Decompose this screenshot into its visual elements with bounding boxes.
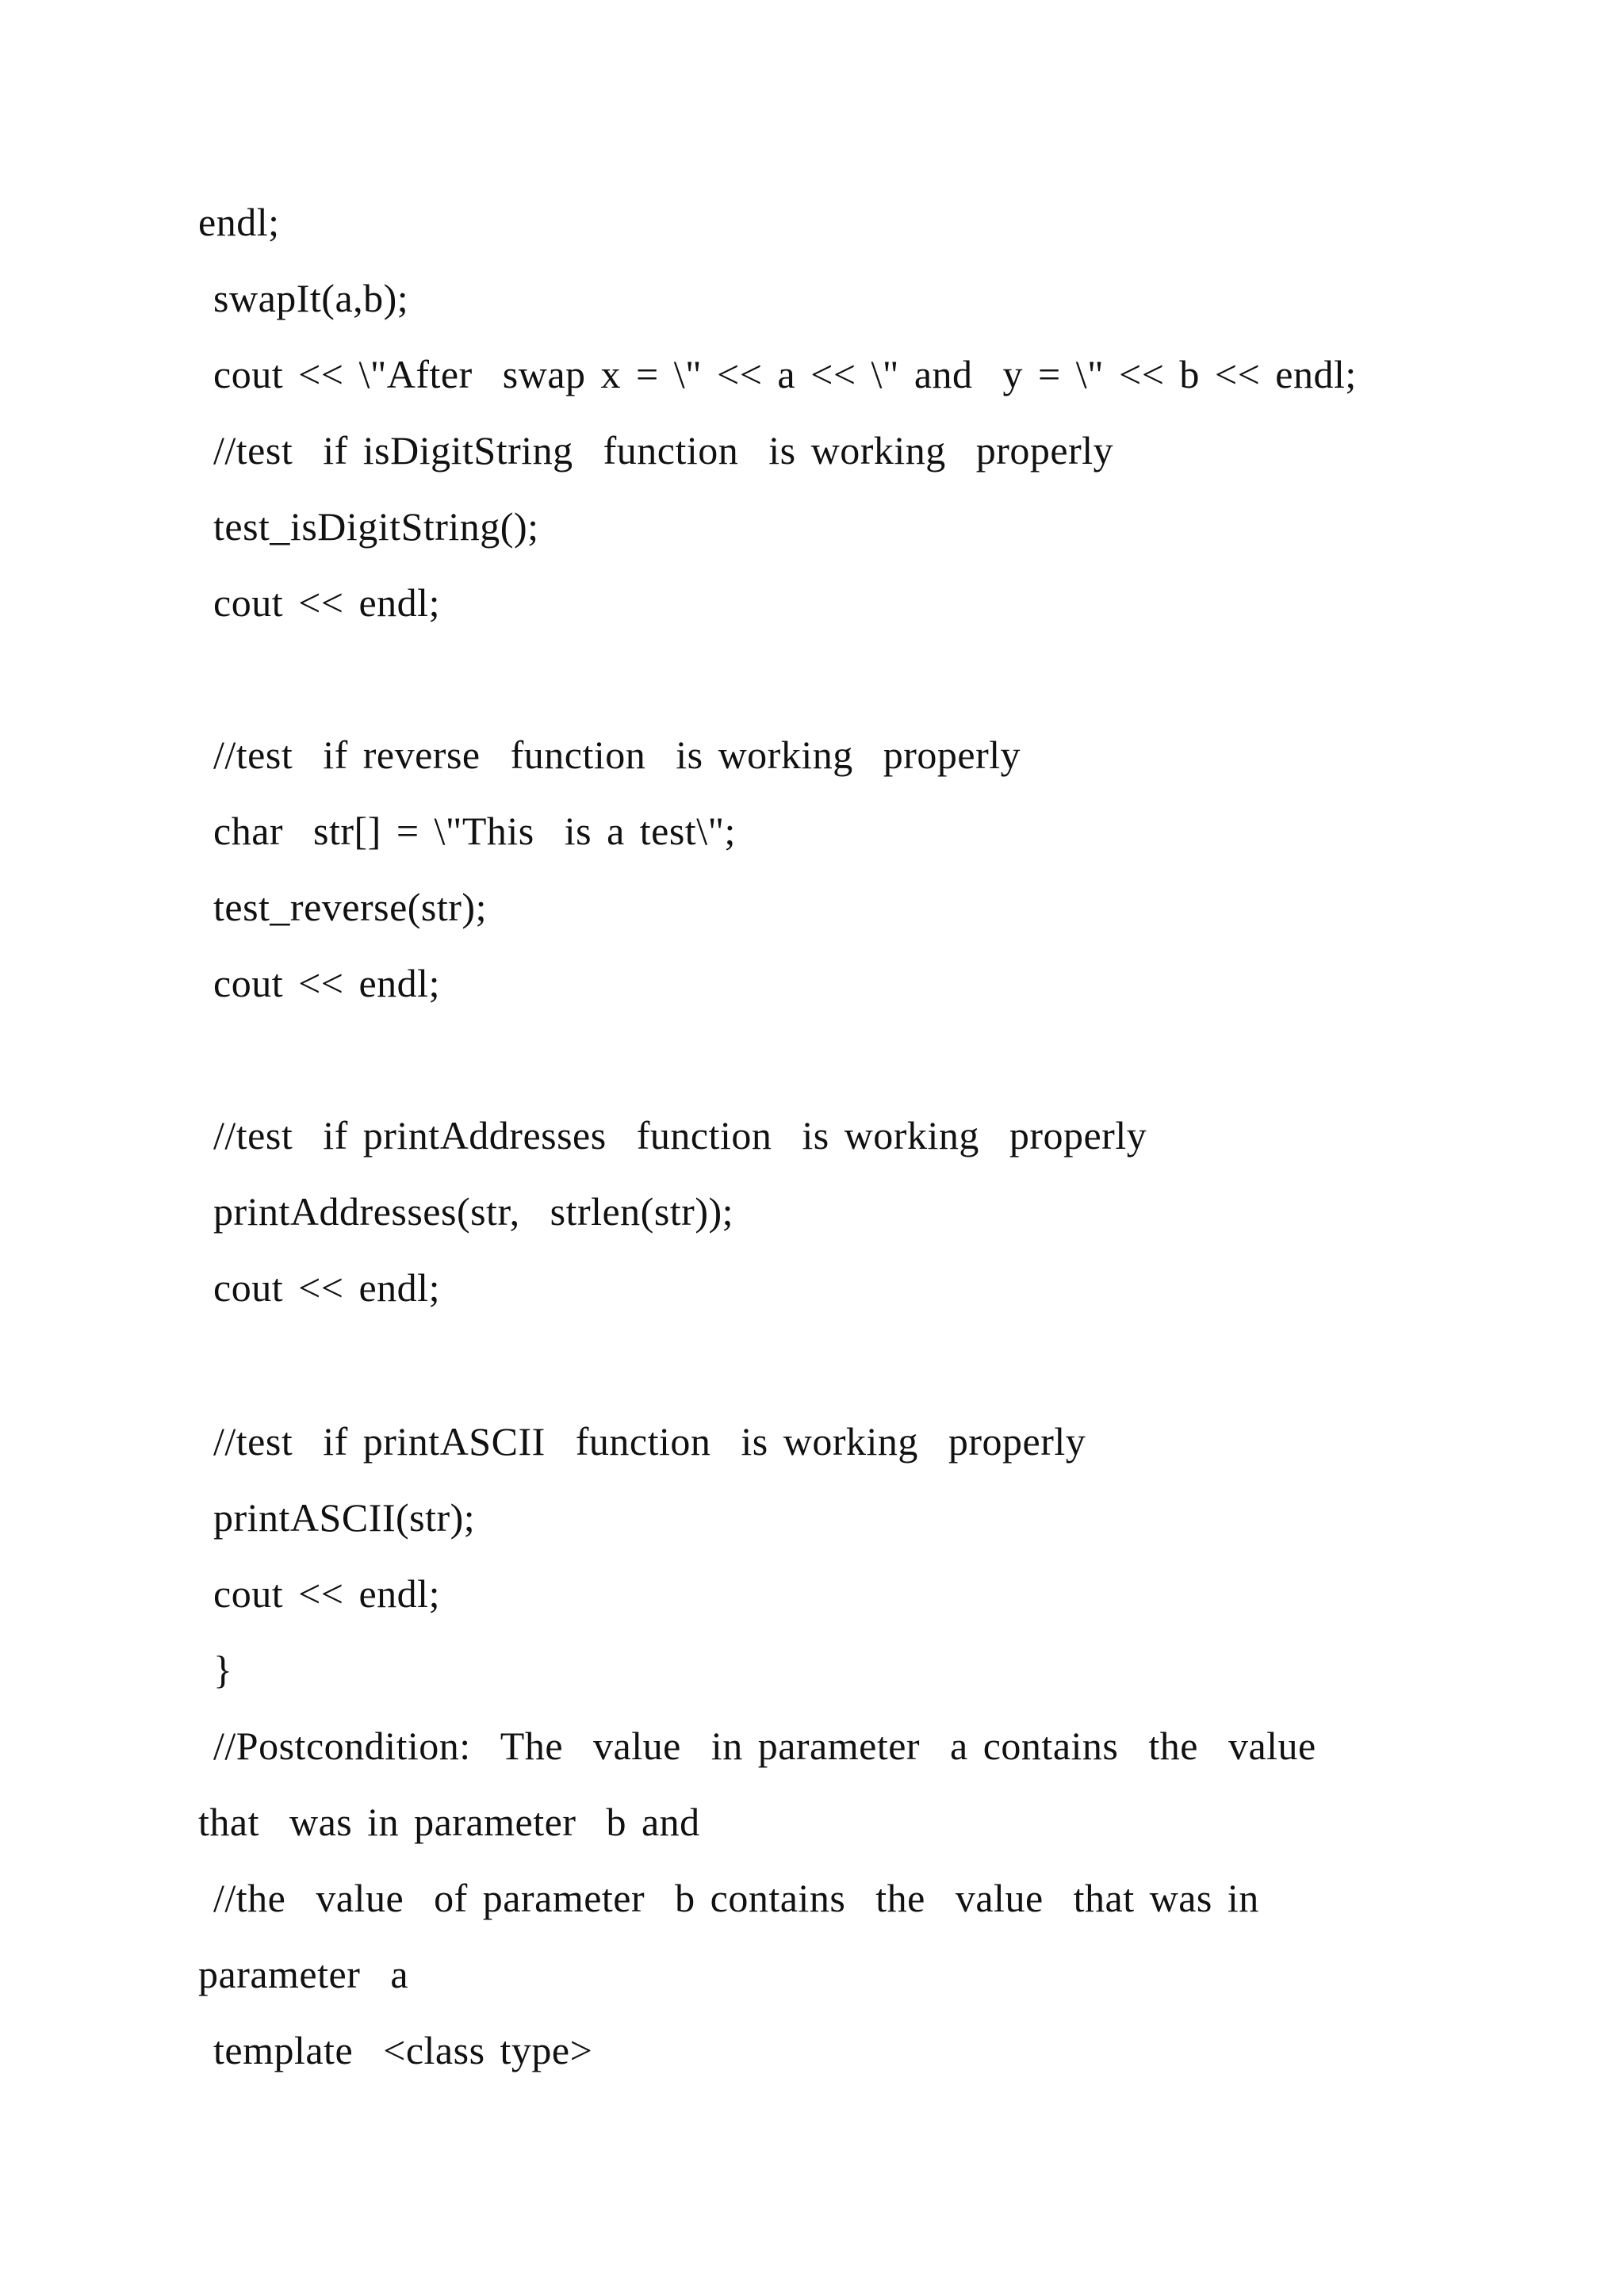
code-line: template <class type> bbox=[198, 2028, 593, 2072]
code-comment-line: //test if printASCII function is working properly bbox=[198, 1419, 1086, 1464]
code-comment-line: //test if reverse function is working properly bbox=[198, 733, 1021, 777]
code-line: cout << \"After swap x = \" << a << \" and y = \" << b << endl; bbox=[198, 352, 1357, 396]
code-line: swapIt(a,b); bbox=[198, 276, 409, 320]
code-line: test_reverse(str); bbox=[198, 885, 487, 929]
code-line: printAddresses(str, strlen(str)); bbox=[198, 1189, 734, 1234]
code-line: cout << endl; bbox=[198, 1265, 440, 1310]
code-comment-line: //the value of parameter b contains the value that was in bbox=[198, 1876, 1259, 1920]
code-line: endl; bbox=[198, 200, 280, 244]
code-line: cout << endl; bbox=[198, 1571, 440, 1616]
code-line: cout << endl; bbox=[198, 580, 440, 625]
code-comment-line: that was in parameter b and bbox=[198, 1800, 700, 1844]
code-comment-line: //Postcondition: The value in parameter a contains the value bbox=[198, 1724, 1316, 1768]
closing-brace: } bbox=[198, 1647, 233, 1692]
code-comment-line: parameter a bbox=[198, 1952, 409, 1996]
code-line: cout << endl; bbox=[198, 961, 440, 1005]
code-comment-line: //test if printAddresses function is working properly bbox=[198, 1113, 1147, 1158]
code-line: char str[] = \"This is a test\"; bbox=[198, 809, 736, 853]
code-line: test_isDigitString(); bbox=[198, 504, 539, 549]
code-comment-line: //test if isDigitString function is working properly bbox=[198, 428, 1114, 473]
code-line: printASCII(str); bbox=[198, 1495, 476, 1540]
